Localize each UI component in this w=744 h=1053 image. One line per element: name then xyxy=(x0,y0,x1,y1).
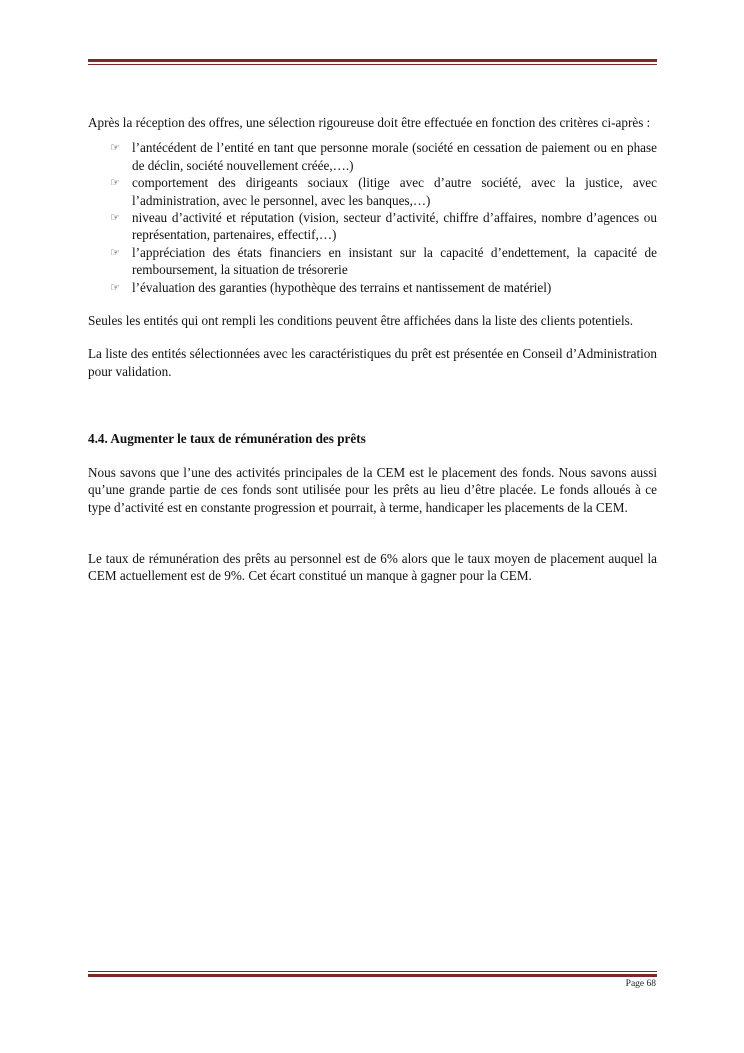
header-rule xyxy=(88,59,657,65)
pointing-hand-icon: ☞ xyxy=(110,280,120,294)
list-paragraph: La liste des entités sélectionnées avec les caractéristiques du prêt est présentée en Conseil d’Administration pour validation. xyxy=(88,346,657,379)
funds-paragraph: Nous savons que l’une des activités principales de la CEM est le placement des fonds. Nous savons aussi qu’une grande partie de ces fonds sont utilisée pour les prêts au lieu d’être placée. Le fonds alloués à ce type d’activité est en constante progression et pourrait, à terme, handicaper les placements de la CEM. xyxy=(88,464,657,515)
pointing-hand-icon: ☞ xyxy=(110,245,120,259)
pointing-hand-icon: ☞ xyxy=(110,176,120,190)
section-heading: 4.4. Augmenter le taux de rémunération des prêts xyxy=(88,431,366,447)
criteria-text: l’appréciation des états financiers en insistant sur la capacité d’endettement, la capacité de remboursement, la situation de trésorerie xyxy=(132,244,657,278)
criteria-text: l’antécédent de l’entité en tant que personne morale (société en cessation de paiement ou en phase de déclin, société nouvellement créée,….) xyxy=(132,140,657,173)
spacer xyxy=(88,532,657,550)
criteria-list xyxy=(88,139,657,296)
criteria-text: niveau d’activité et réputation (vision, secteur d’activité, chiffre d’affaires, nombre d’agences ou représentation, partenaires, effectif,…) xyxy=(132,210,657,243)
list-item xyxy=(110,209,657,244)
intro-paragraph: Après la réception des offres, une sélection rigoureuse doit être effectuée en fonction des critères ci-après : xyxy=(88,115,651,130)
criteria-text: l’évaluation des garanties (hypothèque des terrains et nantissement de matériel) xyxy=(132,279,552,295)
footer-rule xyxy=(88,971,657,977)
list-item xyxy=(110,279,657,296)
list-item xyxy=(110,244,657,279)
list-item xyxy=(110,139,657,174)
criteria-text: comportement des dirigeants sociaux (litige avec d’autre société, avec la justice, avec l’administration, avec le personnel, avec les banques,…) xyxy=(132,175,657,208)
pointing-hand-icon: ☞ xyxy=(110,211,120,225)
spacer xyxy=(88,396,657,430)
rate-paragraph: Le taux de rémunération des prêts au personnel est de 6% alors que le taux moyen de placement auquel la CEM actuellement est de 9%. Cet écart constitué un manque à gagner pour la CEM. xyxy=(88,550,657,584)
pointing-hand-icon: ☞ xyxy=(110,141,120,155)
list-item xyxy=(110,174,657,209)
page-number: Page 68 xyxy=(625,979,656,989)
eligible-paragraph: Seules les entités qui ont rempli les conditions peuvent être affichées dans la liste des clients potentiels. xyxy=(88,313,634,329)
page-body xyxy=(88,114,657,601)
